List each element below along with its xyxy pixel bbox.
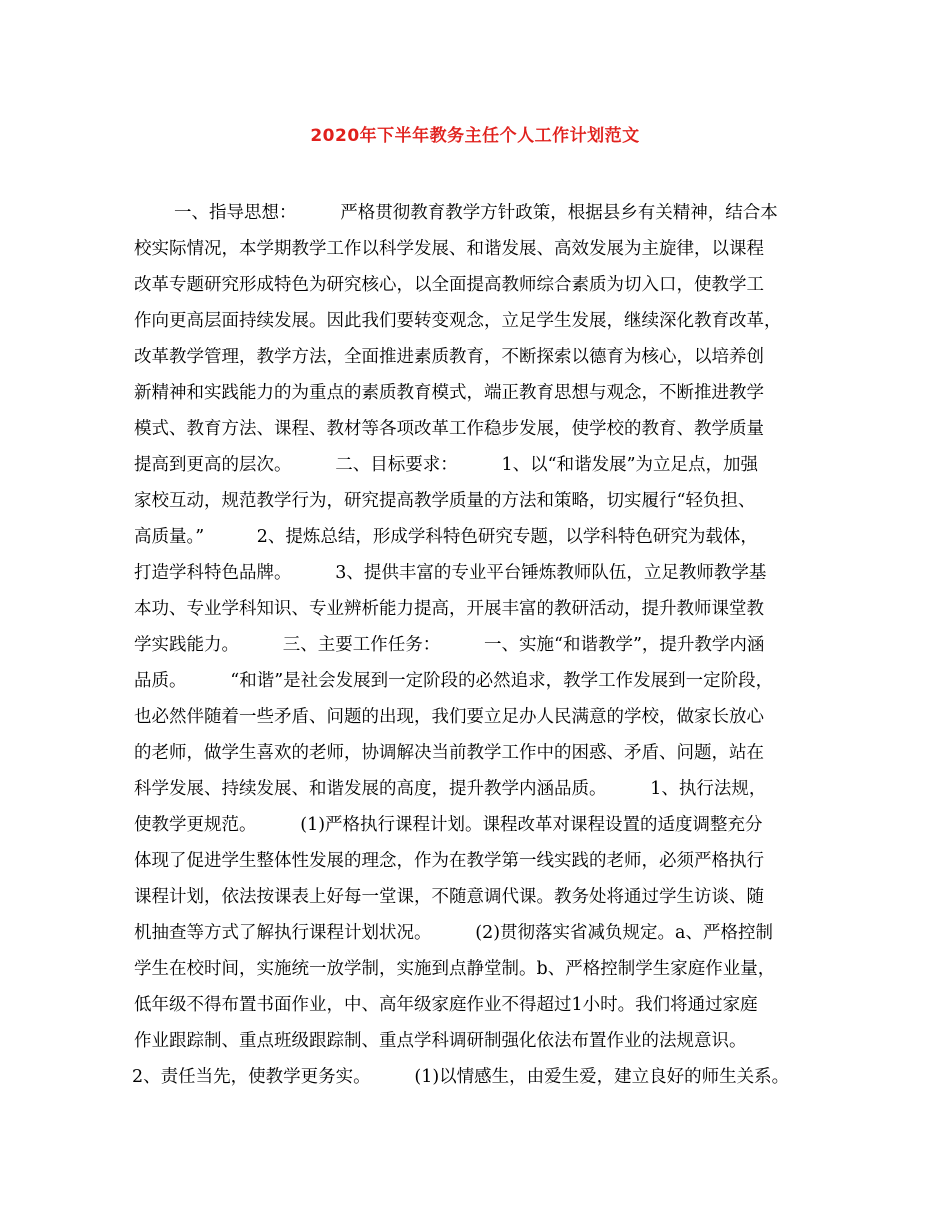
body-line: 本功、专业学科知识、专业辨析能力提高，开展丰富的教研活动，提升教师课堂教 [134,599,764,619]
body-line: 作业跟踪制、重点班级跟踪制、重点学科调研制强化依法布置作业的法规意识。 [134,1031,747,1051]
body-line: 学实践能力。 三、主要工作任务： 一、实施“和谐教学”，提升教学内涵 [134,635,765,655]
body-line: 学生在校时间，实施统一放学制，实施到点静堂制。b、严格控制学生家庭作业量， [134,959,776,979]
body-line: 提高到更高的层次。 二、目标要求： 1、以“和谐发展”为立足点，加强 [134,455,759,475]
body-line: 也必然伴随着一些矛盾、问题的出现，我们要立足办人民满意的学校，做家长放心 [134,707,764,727]
body-line: 高质量。” 2、提炼总结，形成学科特色研究专题，以学科特色研究为载体， [134,527,758,547]
body-line: 2、责任当先，使教学更务实。 (1)以情感生，由爱生爱，建立良好的师生关系。 [132,1067,790,1087]
body-line: 校实际情况，本学期教学工作以科学发展、和谐发展、高效发展为主旋律，以课程 [134,239,764,259]
body-line: 的老师，做学生喜欢的老师，协调解决当前教学工作中的困惑、矛盾、问题，站在 [134,743,764,763]
body-line: 科学发展、持续发展、和谐发展的高度，提升教学内涵品质。 1、执行法规， [134,779,767,799]
body-line: 使教学更规范。 (1)严格执行课程计划。课程改革对课程设置的适度调整充分 [134,815,763,835]
body-line: 课程计划，依法按课表上好每一堂课，不随意调代课。教务处将通过学生访谈、随 [134,887,764,907]
body-line: 改革专题研究形成特色为研究核心，以全面提高教师综合素质为切入口，使教学工 [134,275,764,295]
document-title: 2020年下半年教务主任个人工作计划范文 [310,126,640,146]
body-line: 体现了促进学生整体性发展的理念，作为在教学第一线实践的老师，必须严格执行 [134,851,764,871]
body-line: 改革教学管理，教学方法，全面推进素质教育，不断探索以德育为核心，以培养创 [134,347,764,367]
body-line: 新精神和实践能力的为重点的素质教育模式，端正教育思想与观念，不断推进教学 [134,383,764,403]
body-line: 一、指导思想： 严格贯彻教育教学方针政策，根据县乡有关精神，结合本 [174,203,778,223]
body-line: 低年级不得布置书面作业，中、高年级家庭作业不得超过1小时。我们将通过家庭 [134,995,758,1015]
body-line: 机抽查等方式了解执行课程计划状况。 (2)贯彻落实省减负规定。a、严格控制 [134,923,773,943]
body-line: 模式、教育方法、课程、教材等各项改革工作稳步发展，使学校的教育、教学质量 [134,419,764,439]
body-line: 打造学科特色品牌。 3、提供丰富的专业平台锤炼教师队伍，立足教师教学基 [134,563,767,583]
body-line: 作向更高层面持续发展。因此我们要转变观念，立足学生发展，继续深化教育改革， [134,311,782,331]
body-line: 品质。 “和谐”是社会发展到一定阶段的必然追求，教学工作发展到一定阶段， [134,671,774,691]
document-body [134,195,824,1095]
body-line: 家校互动，规范教学行为，研究提高教学质量的方法和策略，切实履行“轻负担、 [134,491,756,511]
